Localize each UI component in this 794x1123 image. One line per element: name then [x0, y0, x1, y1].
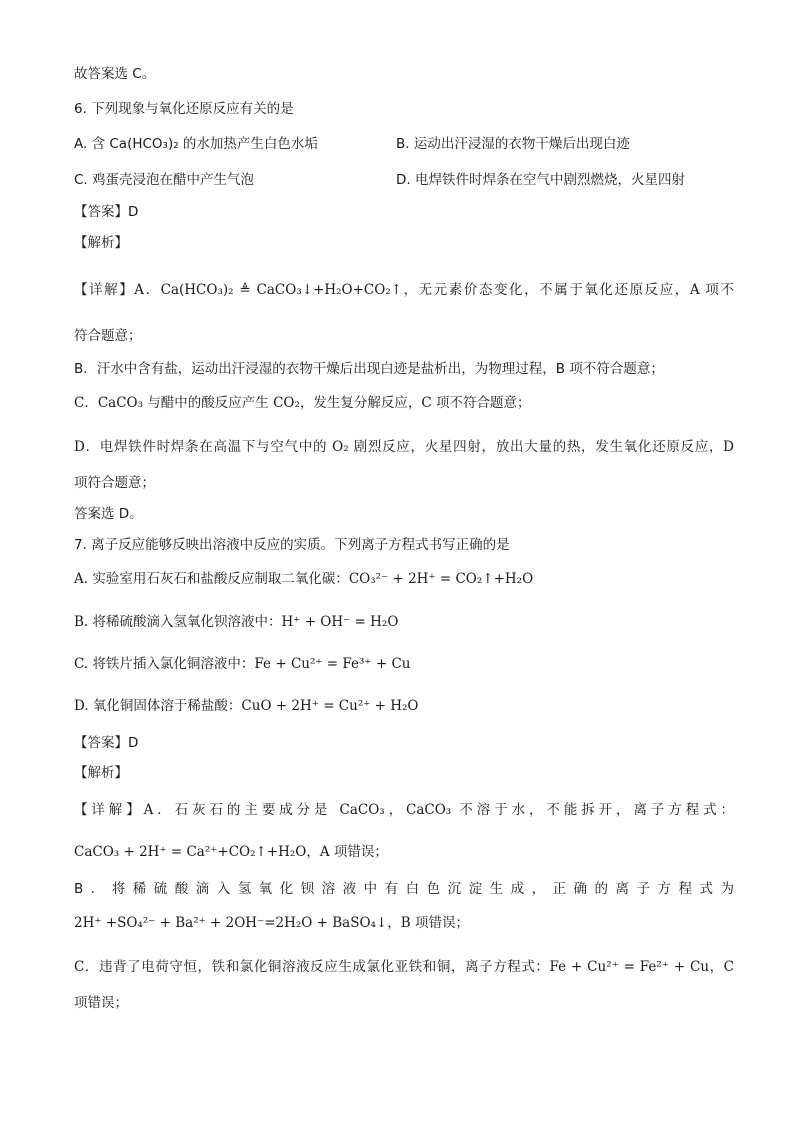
question-6-option-a: A. 含 Ca(HCO₃)₂ 的水加热产生白色水垢 [74, 136, 318, 152]
question-7-stem: 7. 离子反应能够反映出溶液中反应的实质。下列离子方程式书写正确的是 [74, 537, 510, 553]
question-6-analysis-heading: 【解析】 [74, 235, 128, 251]
question-7-option-c: C. 将铁片插入氯化铜溶液中：Fe + Cu²⁺ = Fe³⁺ + Cu [74, 656, 411, 672]
question-6-detail-d-cont: 项符合题意； [74, 475, 155, 491]
question-7-detail-c: C．违背了电荷守恒，铁和氯化铜溶液反应生成氯化亚铁和铜，离子方程式：Fe + Cu²⁺ = Fe²⁺ + Cu，C [74, 959, 734, 975]
question-6-stem: 6. 下列现象与氧化还原反应有关的是 [74, 101, 294, 117]
question-6-option-c: C. 鸡蛋壳浸泡在醋中产生气泡 [74, 172, 255, 188]
question-7-detail-a: 【详解】A．石灰石的主要成分是 CaCO₃，CaCO₃ 不溶于水，不能拆开，离子方程式： [74, 802, 734, 818]
question-6-option-b: B. 运动出汗浸湿的衣物干燥后出现白迹 [396, 136, 630, 152]
question-7-answer: 【答案】D [74, 735, 139, 751]
question-7-detail-b: B．将稀硫酸滴入氢氧化钡溶液中有白色沉淀生成，正确的离子方程式为 [74, 881, 734, 897]
question-6-detail-c: C．CaCO₃ 与醋中的酸反应产生 CO₂，发生复分解反应，C 项不符合题意； [74, 395, 531, 411]
question-7-option-a: A. 实验室用石灰石和盐酸反应制取二氧化碳：CO₃²⁻ + 2H⁺ = CO₂↑+H₂O [74, 571, 534, 587]
question-7-detail-b-equation: 2H⁺ +SO₄²⁻ + Ba²⁺ + 2OH⁻=2H₂O + BaSO₄↓，B 项错误； [74, 915, 469, 931]
question-6-detail-a-cont: 符合题意； [74, 328, 142, 344]
question-6-final-answer: 答案选 D。 [74, 506, 143, 522]
question-7-detail-a-equation: CaCO₃ + 2H⁺ = Ca²⁺+CO₂↑+H₂O，A 项错误； [74, 844, 388, 860]
question-6-option-d: D. 电焊铁件时焊条在空气中剧烈燃烧，火星四射 [396, 172, 685, 188]
question-6-answer: 【答案】D [74, 204, 139, 220]
question-7-analysis-heading: 【解析】 [74, 765, 128, 781]
question-6-detail-b: B．汗水中含有盐，运动出汗浸湿的衣物干燥后出现白迹是盐析出，为物理过程，B 项不符合题意； [74, 361, 664, 377]
question-7-detail-c-cont: 项错误； [74, 995, 128, 1011]
question-7-option-b: B. 将稀硫酸滴入氢氧化钡溶液中：H⁺ + OH⁻ = H₂O [74, 614, 399, 630]
question-7-option-d: D. 氧化铜固体溶于稀盐酸：CuO + 2H⁺ = Cu²⁺ + H₂O [74, 698, 419, 714]
question-6-detail-d: D．电焊铁件时焊条在高温下与空气中的 O₂ 剧烈反应，火星四射，放出大量的热，发生氧化还原反应，D [74, 439, 734, 455]
text-line-answer-c: 故答案选 C。 [74, 66, 156, 82]
question-6-detail-a: 【详解】A．Ca(HCO₃)₂ ≜ CaCO₃↓+H₂O+CO₂↑，无元素价态变化，不属于氧化还原反应，A 项不 [74, 282, 734, 298]
